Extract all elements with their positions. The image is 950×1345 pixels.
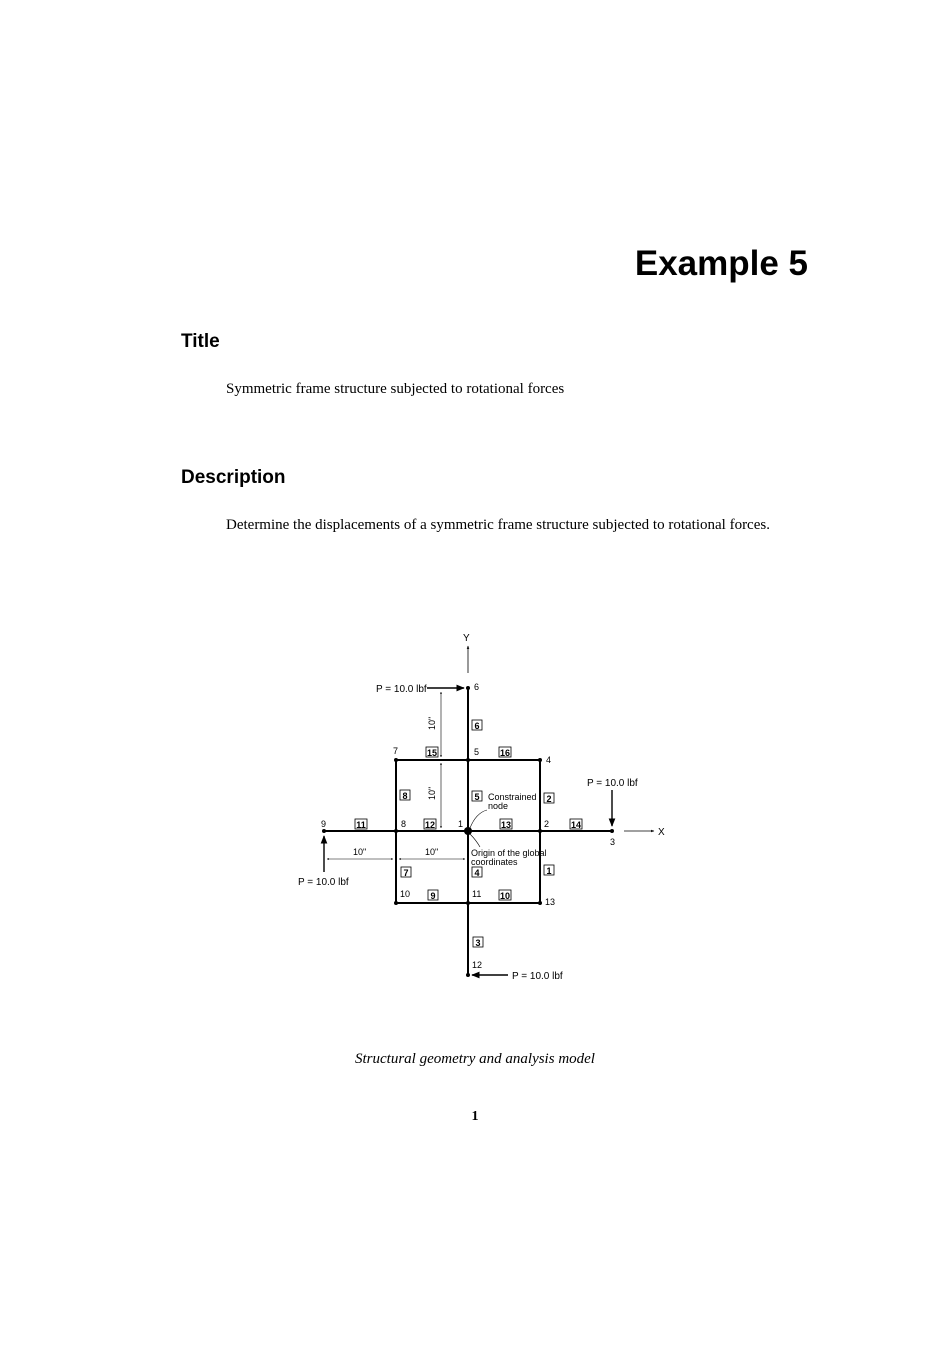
description-heading: Description xyxy=(181,467,286,488)
element-label: 10 xyxy=(499,891,511,901)
node-dot-13 xyxy=(538,901,542,905)
element-label: 3 xyxy=(475,938,481,948)
node-dot-9 xyxy=(322,829,326,833)
title-text: Symmetric frame structure subjected to rotational forces xyxy=(226,381,565,397)
element-label: 15 xyxy=(426,748,438,758)
node-dot-2 xyxy=(538,829,542,833)
dimension-label-left: 10" xyxy=(353,847,367,857)
node-label: 7 xyxy=(393,746,399,756)
node-label: 9 xyxy=(321,819,327,829)
element-label: 6 xyxy=(474,721,480,731)
constrained-node-label-line1: Constrained xyxy=(488,792,537,802)
element-label: 8 xyxy=(402,791,408,801)
load-label-top: P = 10.0 lbf xyxy=(376,684,427,695)
node-label: 12 xyxy=(472,960,483,970)
load-label-left: P = 10.0 lbf xyxy=(298,877,349,888)
node-label: 2 xyxy=(544,819,550,829)
node-dot-7 xyxy=(394,758,398,762)
element-label: 11 xyxy=(356,820,366,830)
element-label: 12 xyxy=(424,820,436,830)
page-title: Example 5 xyxy=(634,244,808,283)
element-label: 1 xyxy=(546,866,552,876)
node-dot-1 xyxy=(464,827,472,835)
node-label: 3 xyxy=(610,837,616,847)
node-dot-11 xyxy=(466,901,470,905)
node-label: 4 xyxy=(546,755,552,765)
node-dot-12 xyxy=(466,973,470,977)
page-number: 1 xyxy=(471,1109,479,1124)
figure-caption: Structural geometry and analysis model xyxy=(355,1051,595,1067)
node-label: 11 xyxy=(472,889,482,899)
node-dot-4 xyxy=(538,758,542,762)
node-dot-8 xyxy=(394,829,398,833)
dimension-label-right: 10" xyxy=(425,847,439,857)
element-label: 14 xyxy=(570,820,582,830)
dimension-label-upper: 10" xyxy=(427,716,437,730)
node-label: 8 xyxy=(401,819,407,829)
node-label: 13 xyxy=(545,897,556,907)
load-label-right: P = 10.0 lbf xyxy=(587,778,638,789)
title-heading: Title xyxy=(181,331,220,352)
origin-leader xyxy=(470,834,480,847)
element-label: 5 xyxy=(474,792,480,802)
node-label: 10 xyxy=(400,889,411,899)
element-label: 9 xyxy=(430,891,436,901)
node-dot-5 xyxy=(466,758,470,762)
constrained-node-label-line2: node xyxy=(488,801,509,811)
y-axis-label: Y xyxy=(463,633,470,644)
constrained-node-leader xyxy=(470,810,487,828)
node-dot-6 xyxy=(466,686,470,690)
element-label: 4 xyxy=(474,868,480,878)
description-text: Determine the displacements of a symmetric frame structure subjected to rotational forces. xyxy=(226,517,770,533)
x-axis-label: X xyxy=(658,827,665,838)
node-label: 5 xyxy=(474,747,480,757)
node-dot-3 xyxy=(610,829,614,833)
node-label: 6 xyxy=(474,682,480,692)
element-label: 7 xyxy=(403,868,409,878)
element-label: 2 xyxy=(546,794,552,804)
origin-label-line2: coordinates xyxy=(471,857,518,867)
load-label-bottom: P = 10.0 lbf xyxy=(512,971,563,982)
node-dot-10 xyxy=(394,901,398,905)
dimension-label-lower: 10" xyxy=(427,786,437,800)
node-label: 1 xyxy=(458,819,464,829)
element-label: 13 xyxy=(500,820,512,830)
element-label: 16 xyxy=(499,748,511,758)
origin-label-line1: Origin of the global xyxy=(471,848,547,858)
